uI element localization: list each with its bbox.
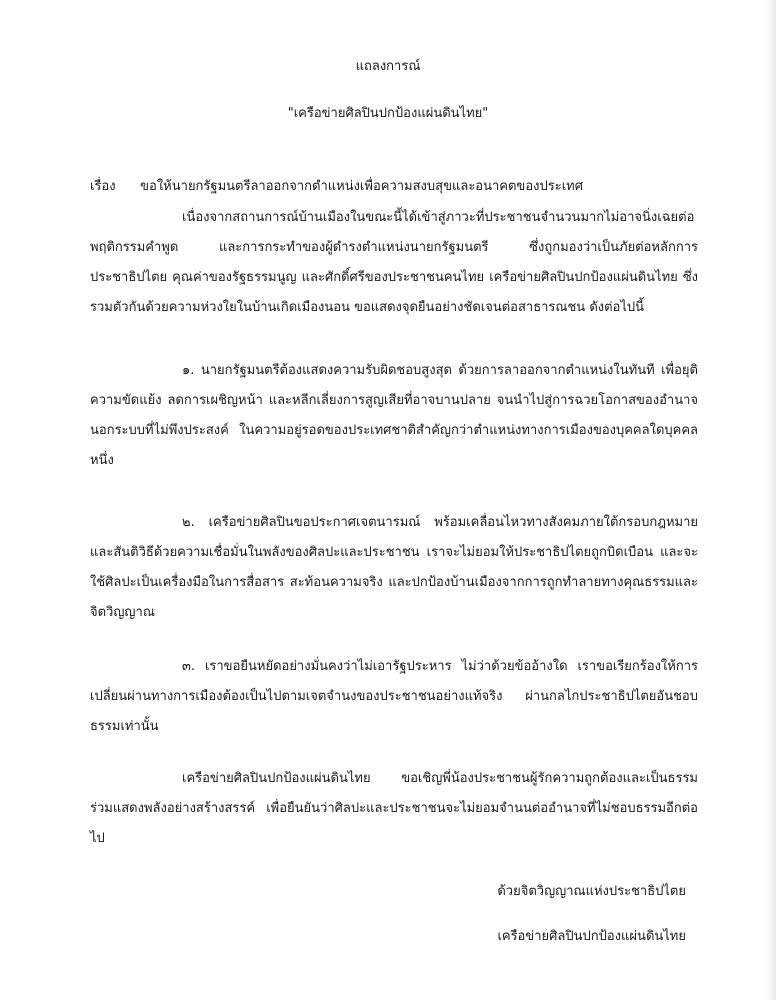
document-heading: แถลงการณ์ <box>355 59 421 74</box>
paragraph-intro: เนื่องจากสถานการณ์บ้านเมืองในขณะนี้ได้เข้าสู่ภาวะที่ประชาชนจำนวนมากไม่อาจนิ่งเฉยต่อพฤติกรรมคำพูด และการกระทำของผู้ดำรงตำแหน่งนายกรัฐมนตรี ซึ่งถูกมองว่าเป็นภัยต่อหลักการประชาธิปไตย คุณค่าของรัฐธรรมนูญ และศักดิ์ศรีของประชาชนคนไทย เครือข่ายศิลปินปกป้องแผ่นดินไทย ซึ่งรวมตัวกันด้วยความห่วงใยในบ้านเกิดเมืองนอน ขอแสดงจุดยืนอย่างชัดเจนต่อสาธารณชน ดังต่อไปนี้ <box>90 210 698 315</box>
subject-line <box>90 175 736 196</box>
page-edge-shadow <box>766 0 776 1000</box>
signature-line: เครือข่ายศิลปินปกป้องแผ่นดินไทย <box>497 929 686 944</box>
paragraph-point-1: ๑. นายกรัฐมนตรีต้องแสดงความรับผิดชอบสูงสุด ด้วยการลาออกจากตำแหน่งในทันที เพื่อยุติความขัดแย้ง ลดการเผชิญหน้า และหลีกเลี่ยงการสูญเสียที่อาจบานปลาย จนนำไปสู่การฉวยโอกาสของอำนาจนอกระบบที่ไม่พึงประสงค์ ในความอยู่รอดของประเทศชาติสำคัญกว่าตำแหน่งทางการเมืองของบุคคลใดบุคคลหนึ่ง <box>90 363 698 468</box>
subject-label: เรื่อง <box>90 179 116 194</box>
organization-title: "เครือข่ายศิลปินปกป้องแผ่นดินไทย" <box>287 106 489 121</box>
subject-text: ขอให้นายกรัฐมนตรีลาออกจากตำแหน่งเพื่อความสงบสุขและอนาคตของประเทศ <box>140 179 583 194</box>
paragraph-invitation: เครือข่ายศิลปินปกป้องแผ่นดินไทย ขอเชิญพี่น้องประชาชนผู้รักความถูกต้องและเป็นธรรม ร่วมแสดงพลังอย่างสร้างสรรค์ เพื่อยืนยันว่าศิลปะและประชาชนจะไม่ยอมจำนนต่ออำนาจที่ไม่ชอบธรรมอีกต่อไป <box>90 771 698 846</box>
paragraph-point-2: ๒. เครือข่ายศิลปินขอประกาศเจตนารมณ์ พร้อมเคลื่อนไหวทางสังคมภายใต้กรอบกฎหมายและสันติวิธีด้วยความเชื่อมั่นในพลังของศิลปะและประชาชน เราจะไม่ยอมให้ประชาธิปไตยถูกบิดเบือน และจะใช้ศิลปะเป็นเครื่องมือในการสื่อสาร สะท้อนความจริง และปกป้องบ้านเมืองจากการถูกทำลายทางคุณธรรมและจิตวิญญาณ <box>90 515 698 620</box>
paragraph-point-3: ๓. เราขอยืนหยัดอย่างมั่นคงว่าไม่เอารัฐประหาร ไม่ว่าด้วยข้ออ้างใด เราขอเรียกร้องให้การเปลี่ยนผ่านทางการเมืองต้องเป็นไปตามเจตจำนงของประชาชนอย่างแท้จริง ผ่านกลไกประชาธิปไตยอันชอบธรรมเท่านั้น <box>90 659 698 734</box>
closing-line: ด้วยจิตวิญญาณแห่งประชาธิปไตย <box>497 884 686 899</box>
